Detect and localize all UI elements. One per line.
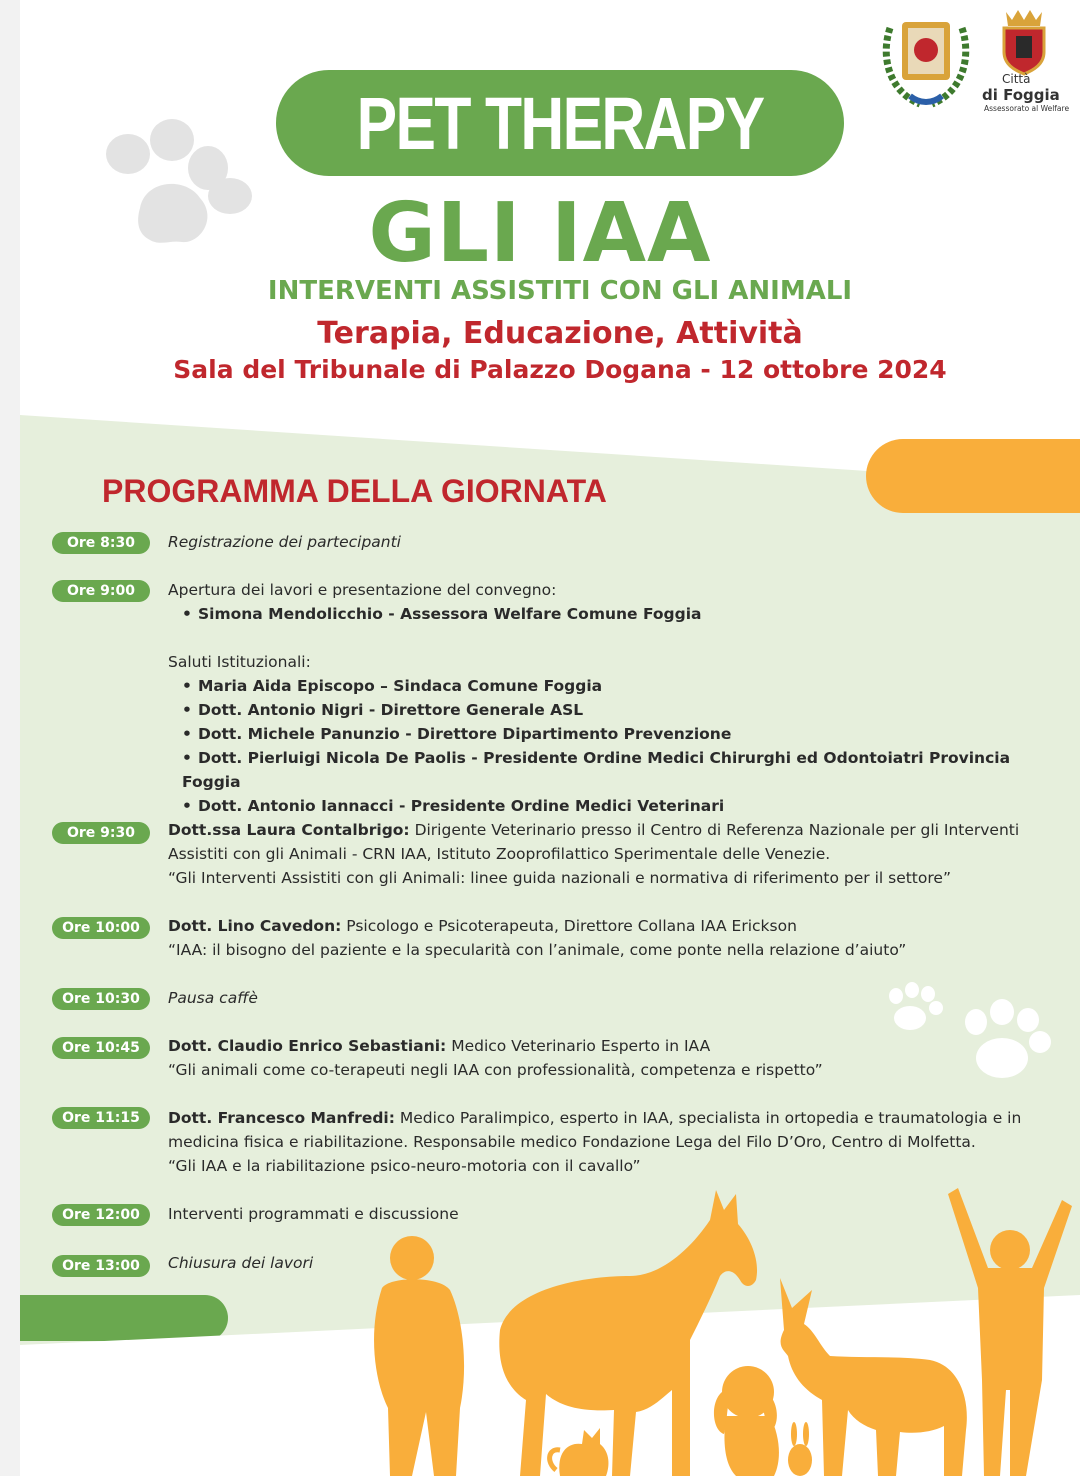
event-tagline: Terapia, Educazione, Attività (317, 316, 803, 351)
speaker-role: Medico Paralimpico, esperto in IAA, specialista in ortopedia e traumatologia e in (394, 1109, 1022, 1127)
speaker-role: Medico Veterinario Esperto in IAA (446, 1037, 711, 1055)
talk-title: “IAA: il bisogno del paziente e la specularità con l’animale, come ponte nella relazione d’aiuto” (168, 941, 907, 959)
time-badge: Ore 9:30 (52, 822, 150, 844)
event-headline: INTERVENTI ASSISTITI CON GLI ANIMALI (267, 276, 853, 306)
city-name-line1: Città (1002, 72, 1031, 86)
time-badge: Ore 11:15 (52, 1107, 150, 1129)
program-item-intro: Apertura dei lavori e presentazione del convegno: (168, 581, 557, 599)
time-badge: Ore 8:30 (52, 532, 150, 554)
time-badge: Ore 10:45 (52, 1037, 150, 1059)
time-badge: Ore 12:00 (52, 1204, 150, 1226)
event-subtitle: GLI IAA (368, 186, 712, 281)
list-item: • Dott. Antonio Nigri - Direttore Generale ASL (182, 698, 1048, 722)
speaker-role: Psicologo e Psicoterapeuta, Direttore Collana IAA Erickson (341, 917, 797, 935)
opening-speakers-list (182, 602, 1048, 626)
speaker-role-cont: Assistiti con gli Animali - CRN IAA, Istituto Zooprofilattico Sperimentale delle Venezie. (168, 845, 831, 863)
list-item: • Dott. Pierluigi Nicola De Paolis - Presidente Ordine Medici Chirurghi ed Odontoiatri Provincia Foggia (182, 746, 1048, 794)
speaker-name: Dott. Francesco Manfredi: (168, 1109, 395, 1127)
program-item-text: Pausa caffè (168, 989, 258, 1007)
speaker-role: Dirigente Veterinario presso il Centro di Referenza Nazionale per gli Interventi (409, 821, 1020, 839)
program-item-opening (168, 578, 1048, 818)
province-crest-logo (880, 8, 972, 112)
speaker-name: Dott. Claudio Enrico Sebastiani: (168, 1037, 447, 1055)
department-name: Assessorato al Welfare (984, 104, 1070, 113)
program-item-talk (168, 914, 1048, 962)
talk-title: “Gli animali come co-terapeuti negli IAA con professionalità, competenza e rispetto” (168, 1061, 823, 1079)
program-heading: PROGRAMMA DELLA GIORNATA (102, 473, 607, 509)
speaker-role-cont: medicina fisica e riabilitazione. Responsabile medico Fondazione Lega del Filo D’Oro, Centro di Molfetta. (168, 1133, 976, 1151)
program-item-subheading: Saluti Istituzionali: (168, 653, 311, 671)
talk-title: “Gli IAA e la riabilitazione psico-neuro-motoria con il cavallo” (168, 1157, 641, 1175)
city-name-line2: di Foggia (982, 86, 1060, 104)
time-badge: Ore 10:00 (52, 917, 150, 939)
title-banner (276, 70, 844, 176)
program-item-talk (168, 818, 1048, 890)
program-item-text: Registrazione dei partecipanti (168, 533, 401, 551)
list-item: • Maria Aida Episcopo – Sindaca Comune Foggia (182, 674, 1048, 698)
institutional-greetings-list (182, 674, 1048, 818)
list-item: • Dott. Antonio Iannacci - Presidente Ordine Medici Veterinari (182, 794, 1048, 818)
list-item: • Simona Mendolicchio - Assessora Welfare Comune Foggia (182, 602, 1048, 626)
program-item-text: Interventi programmati e discussione (168, 1205, 459, 1223)
event-venue-date: Sala del Tribunale di Palazzo Dogana - 12 ottobre 2024 (173, 355, 947, 384)
program-item-talk (168, 1106, 1048, 1178)
speaker-name: Dott.ssa Laura Contalbrigo: (168, 821, 410, 839)
event-title: PET THERAPY (356, 81, 764, 165)
time-badge: Ore 13:00 (52, 1255, 150, 1277)
list-item: • Dott. Michele Panunzio - Direttore Dipartimento Prevenzione (182, 722, 1048, 746)
program-item-talk (168, 1034, 1048, 1082)
talk-title: “Gli Interventi Assistiti con gli Animali: linee guida nazionali e normativa di riferimento per il settore” (168, 869, 951, 887)
program-item-text: Chiusura dei lavori (168, 1254, 314, 1272)
time-badge: Ore 9:00 (52, 580, 150, 602)
time-badge: Ore 10:30 (52, 988, 150, 1010)
speaker-name: Dott. Lino Cavedon: (168, 917, 342, 935)
